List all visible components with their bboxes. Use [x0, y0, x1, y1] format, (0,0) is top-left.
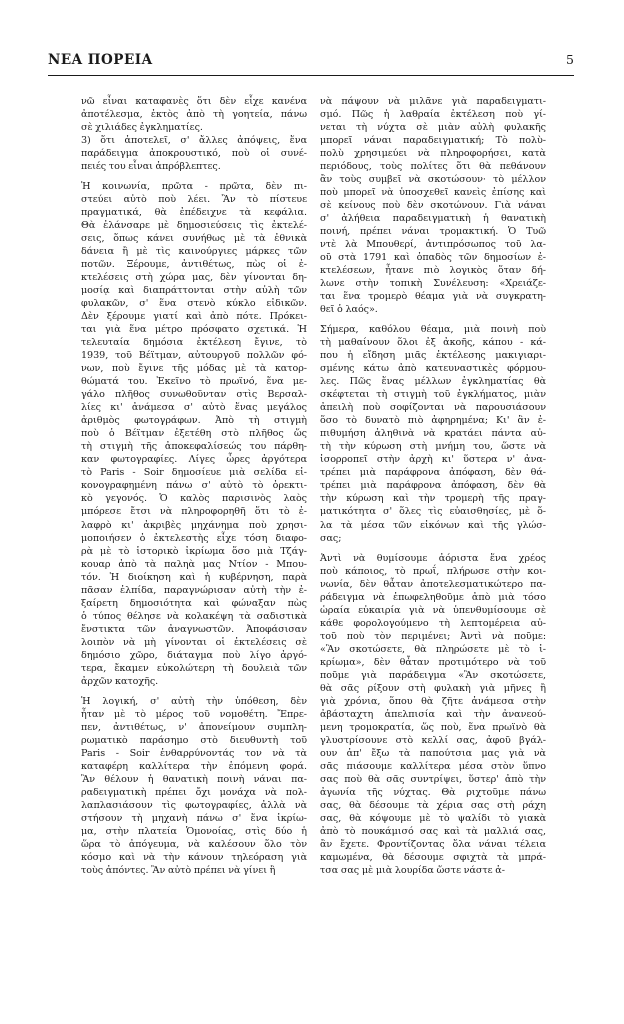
text-line: τοὺς ἀπόντες. Ἂν αὐτὸ πρέπει νὰ γίνει ἢ: [81, 864, 276, 876]
text-line: κτελέσεις στὴ χώρα μας, δὲν γίνονται δη-: [81, 272, 307, 284]
text-line: ματικότητα σ' ὅλες τὶς εὐαισθησίες, μὲ ὅ-: [320, 506, 546, 518]
text-line: λωνε στὴν τοπικὴ Συνέλευση: «Χρειάζε-: [320, 278, 546, 290]
text-line: ράδειγμα νὰ ἐπωφεληθοῦμε ἀπὸ μιὰ τόσο: [320, 591, 546, 603]
text-line: σας, θὰ κόψουμε μὲ τὸ ψαλίδι τὸ γιακὰ: [320, 812, 546, 824]
text-line: σὲ κείνους ποὺ δὲν σκοτώνουν. Γιὰ νάναι: [320, 200, 546, 212]
text-line: δημόσιο χῶρο, διάταγμα ποὺ λίγο ἀργό-: [81, 649, 307, 661]
text-line: σ' ἀλήθεια παραδειγματικὴ ἡ θανατικὴ: [320, 213, 546, 225]
text-line: ἀπὸ τὸ πουκάμισό σας καὶ τὰ μαλλιά σας,: [320, 825, 546, 837]
text-line: ται ἕνα τρομερὸ θέαμα γιὰ νὰ συγκρατη-: [320, 291, 546, 303]
text-line: κρίωμα», δὲν θἆταν προτιμότερο νὰ τοῦ: [320, 656, 546, 668]
text-line: σὲ χιλιάδες ἐγκληματίες.: [81, 122, 203, 134]
paragraph: [81, 695, 307, 877]
text-line: δάνεια ἢ μὲ τὶς καινούργιες μάρκες τῶν: [81, 246, 307, 258]
text-line: κτελέσεων, ἦτανε πιὸ λογικὸς ὅταν δή-: [320, 265, 546, 277]
text-line: θώματά του. Ἐκεῖνο τὸ πρωϊνό, ἕνα με-: [81, 376, 307, 388]
text-line: ἀπειλὴ ποὺ σοφίζονται νὰ παρουσιάσουν: [320, 402, 546, 414]
text-line: τρέπει μιὰ παράφρονα ἀπόφαση, δὲν θά-: [320, 467, 546, 479]
text-line: ὥρα τὸ ἀπόγευμα, νὰ καλέσουν ὅλο τὸν: [81, 838, 307, 850]
text-line: καν φωτογραφίες. Λίγες ὧρες ἀργότερα: [81, 454, 307, 466]
text-line: σμό. Πῶς ἡ λαθραία ἐκτέλεση ποὺ γί-: [320, 109, 546, 121]
text-line: σμένης κάτω ἀπὸ κατευναστικὲς φόρμου-: [320, 363, 546, 375]
text-line: τοῦ ποὺ τὸν περιμένει; Ἀντὶ νὰ ποῦμε:: [320, 630, 546, 642]
text-line: λοιπὸν νὰ μὴ γίνονται οἱ ἐκτελέσεις σὲ: [81, 636, 307, 648]
text-line: τσα σας μὲ μιὰ λουρίδα ὥστε νάστε ἁ-: [320, 864, 505, 876]
text-line: νεται τὴ νύχτα σὲ μιὰν αὐλὴ φυλακῆς: [320, 122, 546, 134]
text-line: γάλο πλῆθος συνωθοῦνταν στὶς Βερσαλ-: [81, 389, 307, 401]
text-line: Δὲν ξέρουμε γιατί καὶ ἀπὸ πότε. Πρόκει-: [81, 311, 307, 323]
text-line: κόσμο καὶ νὰ τὴν κάνουν τηλεόραση γιὰ: [81, 851, 307, 863]
text-line: παράδειγμα ἀποκρουστικό, ποὺ οἱ συνέ-: [81, 148, 307, 160]
text-line: ραδειγματικὴ πρέπει ὄχι μονάχα νὰ πολ-: [81, 786, 307, 798]
right-column: [320, 95, 546, 877]
text-line: πεν, ἀντιθέτως, ν' ἀπονείμουν συμπλη-: [81, 721, 307, 733]
text-line: Paris - Soir ἐνθαρρύνοντάς τον νὰ τὰ: [81, 747, 307, 759]
text-line: Ἀντὶ νὰ θυμίσουμε ἀόριστα ἕνα χρέος: [320, 552, 546, 564]
text-line: Ἡ λογική, σ' αὐτὴ τὴν ὑπόθεση, δὲν: [81, 695, 307, 707]
text-line: γλυστρίσουνε στὸ κελλί σας, ἀφοῦ βγάλ-: [320, 734, 546, 746]
text-line: τελευταία δημόσια ἐκτέλεση ἔγινε, τὸ: [81, 337, 307, 349]
text-line: τὴ μαθαίνουν ὅλοι ἐξ ἀκοῆς, κάπου - κά-: [320, 337, 546, 349]
text-line: μα, στὴν πλατεία Ὁμονοίας, στὶς δύο ἡ: [81, 825, 307, 837]
text-line: ντὲ λὰ Μπουθερί, ἀντιπρόσωπος τοῦ λα-: [320, 239, 546, 251]
text-line: ξαίρετη δημοσιότητα καὶ φώναξαν πὼς: [81, 597, 307, 609]
text-line: τερα, ἔκαμεν εὐκολώτερη τὴ δουλειὰ τῶν: [81, 662, 307, 674]
text-line: ὅσο τὸ δυνατὸ πιὸ ἀφηρημένα; Κι' ἂν ἐ-: [320, 415, 546, 427]
text-line: στήσουν τὴ μηχανὴ πάνω σ' ἕνα ἰκρίω-: [81, 812, 307, 824]
text-line: «Ἂν σκοτώσετε, θὰ πληρώσετε μὲ τὸ ἰ-: [320, 643, 546, 655]
paragraph: [320, 552, 546, 877]
text-line: περιόδους, τοὺς πολίτες ὅτι θὰ πεθάνουν: [320, 161, 546, 173]
text-line: ποτῶν. Ξέρουμε, ἀντιθέτως, πὼς οἱ ἐ-: [81, 259, 307, 271]
text-line: πολὺ χρησιμεύει νὰ πληροφορήσει, κατὰ: [320, 148, 546, 160]
text-line: ουν ἀπ' ἔξω τὰ παπούτσια μας γιὰ νὰ: [320, 747, 546, 759]
text-line: οῦ στὰ 1791 καὶ ὀπαδὸς τῶν δημοσίων ἐ-: [320, 252, 546, 264]
text-line: ποὺ κάποιος, τὸ πρωΐ, πλήρωσε στὴν κοι-: [320, 565, 546, 577]
text-line: σας;: [320, 532, 342, 544]
header-rule: [48, 75, 574, 76]
text-line: μοποιήσεν ὁ ἐκτελεστὴς εἶχε τόση διαφο-: [81, 532, 307, 544]
text-line: ρὰ μὲ τὸ ἱστορικὸ ἰκρίωμα ὅσο μιὰ Τζάγ-: [81, 545, 307, 557]
text-line: ποινή, πρέπει νάναι τρομακτική. Ὁ Τυῶ: [320, 226, 546, 238]
text-line: θεῖ ὁ λαός».: [320, 304, 378, 316]
paragraph: [81, 95, 307, 134]
text-line: ἀριθμὸς φωτογράφων. Ἀπὸ τὴ στιγμὴ: [81, 415, 307, 427]
text-line: ἔνστικτα τῶν ἀναγνωστῶν. Ἀποφάσισαν: [81, 623, 307, 635]
text-line: κὸ γεγονός. Ὁ καλὸς παρισινὸς λαὸς: [81, 493, 307, 505]
text-line: που ἡ εἴδηση μιᾶς ἐκτέλεσης μακιγιαρι-: [320, 350, 546, 362]
text-line: ἀγωνία τῆς νύχτας. Θὰ ριχτοῦμε πάνω: [320, 786, 546, 798]
text-line: ται γιὰ ἕνα μέτρο πρόσφατο σχετικά. Ἡ: [81, 324, 307, 336]
text-line: ἰσορροπεῖ στὴν ἀρχὴ κι' ὕστερα ν' ἀνα-: [320, 454, 546, 466]
text-line: Ἡ κοινωνία, πρῶτα - πρῶτα, δὲν πι-: [81, 181, 307, 193]
text-line: τρέπει μιὰ παράφρονα ἀπόφαση, δὲν θὰ: [320, 480, 546, 492]
text-line: λα τὰ μέσα τῶν εἰκόνων καὶ τῆς γλώσ-: [320, 519, 546, 531]
text-line: Θὰ ἐλάνσαρε μὲ δημοσιεύσεις τὶς ἐκτελέ-: [81, 220, 307, 232]
text-line: 3) ὅτι ἀποτελεῖ, σ' ἄλλες ἀπόψεις, ἕνα: [81, 135, 307, 147]
text-line: θὰ σᾶς ρίξουν στὴ φυλακὴ γιὰ μῆνες ἢ: [320, 682, 546, 694]
page-header: [48, 52, 574, 76]
text-line: Ἂν θέλουν ἡ θανατικὴ ποινὴ νάναι πα-: [81, 773, 307, 785]
text-line: τὴν κύρωση καὶ τὴν τρομερὴ τῆς πραγ-: [320, 493, 546, 505]
text-line: ἀρχῶν κατοχῆς.: [81, 675, 159, 687]
text-line: πιθυμήση ἀληθινὰ νὰ κρατάει πάντα αὐ-: [320, 428, 546, 440]
text-line: μενη τρομοκρατία, ὥς ποὺ, ἕνα πρωϊνὸ θὰ: [320, 721, 546, 733]
paragraph: [81, 134, 307, 173]
text-line: μοσίᾳ καὶ διαπράττονται στὴν αὐλὴ τῶν: [81, 285, 307, 297]
text-line: λες. Πῶς ἕνας μέλλων ἐγκληματίας θὰ: [320, 376, 546, 388]
text-line: λαφρὸ κι' ἀκριβὲς μηχάνημα ποὺ χρησι-: [81, 519, 307, 531]
text-line: πᾶσαν ἐλπίδα, παραγνώρισαν αὐτὴ τὴν ἐ-: [81, 584, 307, 596]
text-line: φυλακῶν, σ' ἕνα στενὸ κύκλο εἰδικῶν.: [81, 298, 307, 310]
text-line: στεύει αὐτὸ ποὺ λέει. Ἂν τὸ πίστευε: [81, 194, 307, 206]
text-line: λαπλασιάσουν τὶς φωτογραφίες, ἀλλὰ νὰ: [81, 799, 307, 811]
text-line: 1939, τοῦ Βέϊτμαν, αὐτουργοῦ πολλῶν φό-: [81, 350, 307, 362]
text-line: Σήμερα, καθόλου θέαμα, μιὰ ποινὴ ποὺ: [320, 324, 546, 336]
text-line: κουαρ ἀπὸ τὰ παληὰ μας Ντίον - Μπου-: [81, 558, 307, 570]
page-number: 5: [566, 52, 574, 67]
text-line: ἀποτέλεσμα, ἐκτὸς ἀπὸ τὴ γοητεία, πάνω: [81, 109, 307, 121]
text-line: ὁ τύπος θέλησε νὰ κολακέψη τὰ σαδιστικὰ: [81, 610, 307, 622]
text-line: γιὰ χρόνια, ὅπου θὰ ζῆτε ἀνάμεσα στὴν: [320, 695, 546, 707]
text-line: ποῦμε γιὰ παράδειγμα «Ἂν σκοτώσετε,: [320, 669, 546, 681]
text-line: λίες κι' ἀνάμεσα σ' αὐτὸ ἕνας μεγάλος: [81, 402, 307, 414]
paragraph: [320, 323, 546, 544]
text-line: ὡραία εὐκαιρία γιὰ νὰ ὑπενθυμίσουμε σὲ: [320, 604, 546, 616]
text-line: πειές του εἶναι ἀπρόβλεπτες.: [81, 161, 221, 173]
text-line: νῶ εἶναι καταφανὲς ὅτι δὲν εἶχε κανένα: [81, 96, 307, 107]
text-line: σεις, ὅπως κάνει συνήθως μὲ τὰ ἐθνικὰ: [81, 233, 307, 245]
text-line: μπόρεσε ἔτσι νὰ πληροφορηθῆ ὅτι τὸ ἐ-: [81, 506, 307, 518]
text-line: ἂν ἔχετε. Φροντίζοντας ὅλα νάναι τέλεια: [320, 838, 546, 850]
text-line: σας ποὺ θὰ σᾶς συντρίψει, ὕστερ' ἀπὸ τὴν: [320, 773, 546, 785]
text-line: ποὺ ὁ Βέϊτμαν ἐξετέθη στὸ πλῆθος ὥς: [81, 428, 307, 440]
paragraph: [81, 180, 307, 688]
paragraph: [320, 95, 546, 316]
text-line: σας, θὰ δέσουμε τὰ χέρια σας στὴ ράχη: [320, 799, 546, 811]
text-line: κονογραφημένη πάνω σ' αὐτὸ τὸ ὀρεκτι-: [81, 480, 307, 492]
text-line: ρωματικὸ παράσημο στὸ διευθυντὴ τοῦ: [81, 734, 307, 746]
text-line: σκέφτεται τὴ στιγμὴ τοῦ ἐγκλήματος, μιὰν: [320, 389, 546, 401]
text-line: ἀβάσταχτη ἀπελπισία καὶ τὴν ἀνανεού-: [320, 708, 546, 720]
text-line: πραγματικά, θὰ ἐπέδειχνε τὰ κεφάλια.: [81, 207, 307, 219]
journal-title: ΝΕΑ ΠΟΡΕΙΑ: [48, 52, 153, 68]
text-line: μπορεῖ νάναι παραδειγματική; Τὸ πολὺ-: [320, 135, 546, 147]
text-line: ἂν τοὺς συμβεῖ νὰ σκοτώσουν· τὸ μέλλον: [320, 174, 546, 186]
text-line: τὸ Paris - Soir δημοσίευε μιὰ σελίδα εἰ-: [81, 467, 307, 479]
text-line: κάθε φορολογούμενο τὴ λεπτομέρεια αὐ-: [320, 617, 546, 629]
text-line: νωνία, δὲν θἆταν ἀποτελεσματικώτερο πα-: [320, 578, 546, 590]
text-line: σᾶς πιάσουμε καλλίτερα μέσα στὸν ὕπνο: [320, 760, 546, 772]
text-line: καμωμένα, θὰ δέσουμε σφιχτὰ τὰ μπρά-: [320, 851, 546, 863]
text-line: τὴ στιγμὴ τῆς ἀποκεφαλίσεώς του πάρθη-: [81, 441, 307, 453]
text-line: καταφέρη καλλίτερα τὴν ἑπόμενη φορά.: [81, 760, 307, 772]
left-column: [81, 95, 307, 877]
text-line: ἦταν μὲ τὸ μέρος τοῦ νομοθέτη. Ἔπρε-: [81, 708, 307, 720]
text-line: τόν. Ἡ διοίκηση καὶ ἡ κυβέρνηση, παρὰ: [81, 571, 307, 583]
text-line: νὰ πάψουν νὰ μιλᾶνε γιὰ παραδειγματι-: [320, 96, 546, 107]
text-line: τὴ τὴν κύρωση στὴ μνήμη του, ὥστε νὰ: [320, 441, 546, 453]
text-line: ποὺ μπορεῖ νὰ ὑποσχεθεῖ κανεὶς ἐπίσης καὶ: [320, 187, 546, 199]
text-line: νων, ποὺ ἔγινε τῆς μόδας μὲ τὰ κατορ-: [81, 363, 307, 375]
